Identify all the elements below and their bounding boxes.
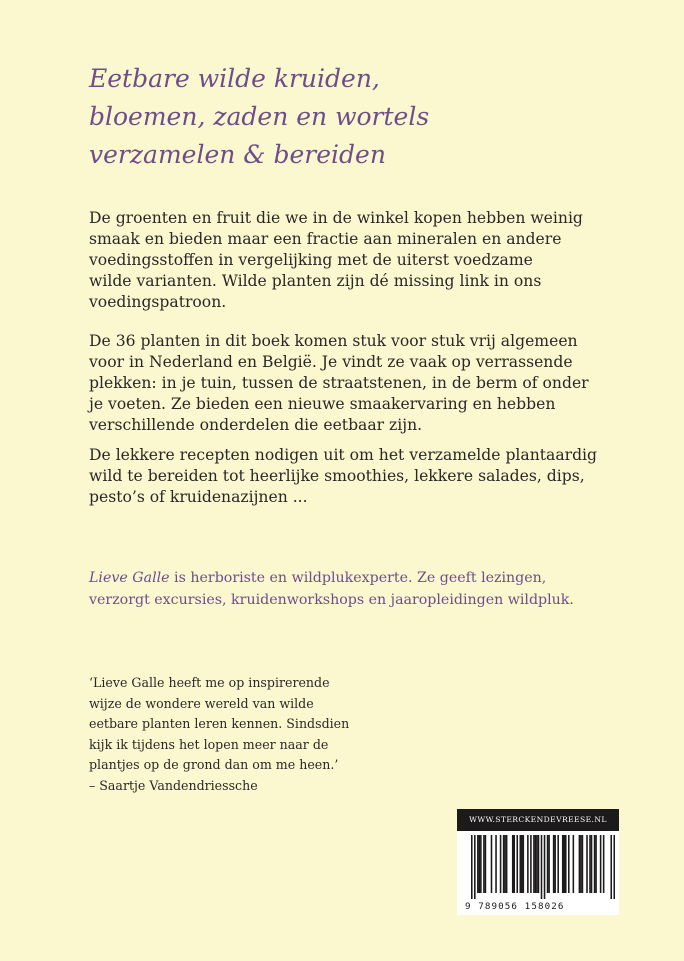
author-bio-text: is herboriste en wildplukexperte. Ze geeft lezingen,: [169, 570, 547, 586]
barcode-bar: [541, 835, 543, 899]
barcode-bar: [565, 835, 567, 893]
recipes-paragraph: [89, 445, 609, 508]
barcode-bar: [600, 835, 602, 893]
intro-paragraph: [89, 208, 609, 313]
author-name: Lieve Galle: [89, 570, 170, 586]
barcode-bar: [603, 835, 605, 893]
barcode-bar: [568, 835, 570, 893]
barcode-bar: [503, 835, 505, 893]
paragraph-line: voedingsstoffen in vergelijking met de uiterst voedzame: [89, 251, 533, 269]
barcode-bar: [474, 835, 476, 899]
barcode-bar: [586, 835, 588, 893]
quote-line: plantjes op de grond dan om me heen.’: [89, 757, 339, 772]
paragraph-line: wild te bereiden tot heerlijke smoothies, lekkere salades, dips,: [89, 467, 585, 485]
barcode-bar: [479, 835, 481, 893]
paragraph-line: pesto’s of kruidenazijnen ...: [89, 488, 308, 506]
barcode-bar: [506, 835, 508, 893]
barcode-bar: [544, 835, 546, 899]
barcode-bar: [613, 835, 615, 899]
barcode-bar: [595, 835, 597, 893]
barcode-bar: [495, 835, 497, 893]
barcode-bar: [533, 835, 535, 893]
barcode-bar: [491, 835, 493, 893]
barcode-bar: [563, 835, 565, 893]
paragraph-line: De lekkere recepten nodigen uit om het verzamelde plantaardig: [89, 446, 598, 464]
barcode-bar: [483, 835, 485, 893]
paragraph-line: plekken: in je tuin, tussen de straatstenen, in de berm of onder: [89, 374, 589, 392]
paragraph-line: De 36 planten in dit boek komen stuk voor stuk vrij algemeen: [89, 332, 578, 350]
barcode-bar: [573, 835, 575, 893]
barcode-bar: [589, 835, 591, 893]
barcode-bar: [513, 835, 515, 893]
barcode-bar: [523, 835, 525, 893]
isbn-barcode-block: [457, 809, 619, 915]
quote-line: ‘Lieve Galle heeft me op inspirerende: [89, 675, 330, 690]
quote-line: wijze de wondere wereld van wilde: [89, 695, 314, 711]
barcode-bar: [516, 835, 518, 893]
barcode-bar: [580, 835, 582, 893]
paragraph-line: verschillende onderdelen die eetbaar zijn.: [89, 416, 423, 434]
barcode-bar: [500, 835, 502, 893]
barcode-bar: [591, 835, 593, 893]
author-bio: [89, 567, 629, 611]
paragraph-line: voedingspatroon.: [89, 293, 227, 311]
barcode-bar: [553, 835, 555, 893]
barcode-bar: [554, 835, 556, 893]
quote-line: kijk ik tijdens het lopen meer naar de: [89, 736, 329, 752]
barcode-bar: [480, 835, 482, 893]
barcode-bar: [547, 835, 549, 893]
barcode-bar: [548, 835, 550, 893]
barcode-bar: [530, 835, 532, 893]
quote-line: eetbare planten leren kennen. Sindsdien: [89, 716, 350, 731]
paragraph-line: wilde varianten. Wilde planten zijn dé missing link in ons: [89, 272, 542, 290]
publisher-url: WWW.STERCKENDEVREESE.NL: [457, 809, 619, 831]
barcode-bar: [485, 835, 487, 893]
barcode-bar: [512, 835, 514, 893]
barcode-bar: [520, 835, 522, 893]
tagline-line: bloemen, zaden en wortels: [89, 102, 430, 131]
paragraph-line: smaak en bieden maar een fractie aan mineralen en andere: [89, 230, 562, 248]
barcode-bar: [579, 835, 581, 893]
barcode-bar: [535, 835, 537, 893]
tagline-heading: [89, 60, 629, 174]
tagline-line: verzamelen & bereiden: [89, 140, 386, 169]
tagline-line: Eetbare wilde kruiden,: [89, 64, 380, 93]
barcode-graphic: [465, 835, 615, 901]
paragraph-line: je voeten. Ze bieden een nieuwe smaakervaring en hebben: [89, 395, 556, 413]
author-bio-line: [89, 567, 629, 589]
paragraph-line: voor in Nederland en België. Je vindt ze vaak op verrassende: [89, 353, 573, 371]
barcode-bar: [538, 835, 540, 893]
author-bio-line: verzorgt excursies, kruidenworkshops en jaaropleidingen wildpluk.: [89, 592, 574, 608]
barcode-bar: [504, 835, 506, 893]
barcode-bar: [557, 835, 559, 893]
barcode-bar: [536, 835, 538, 893]
barcode-bar: [582, 835, 584, 893]
endorsement-quote: [89, 673, 389, 796]
barcode-bar: [471, 835, 473, 899]
quote-attribution: – Saartje Vandendriessche: [89, 777, 258, 793]
barcode-bar: [610, 835, 612, 899]
barcode-bar: [562, 835, 564, 893]
barcode-bar: [527, 835, 529, 893]
paragraph-line: De groenten en fruit die we in de winkel kopen hebben weinig: [89, 209, 583, 227]
isbn-number: 9 789056 158026: [465, 901, 565, 912]
barcode-bar: [594, 835, 596, 893]
barcode-bar: [477, 835, 479, 893]
plants-paragraph: [89, 331, 609, 436]
barcode-bar: [521, 835, 523, 893]
